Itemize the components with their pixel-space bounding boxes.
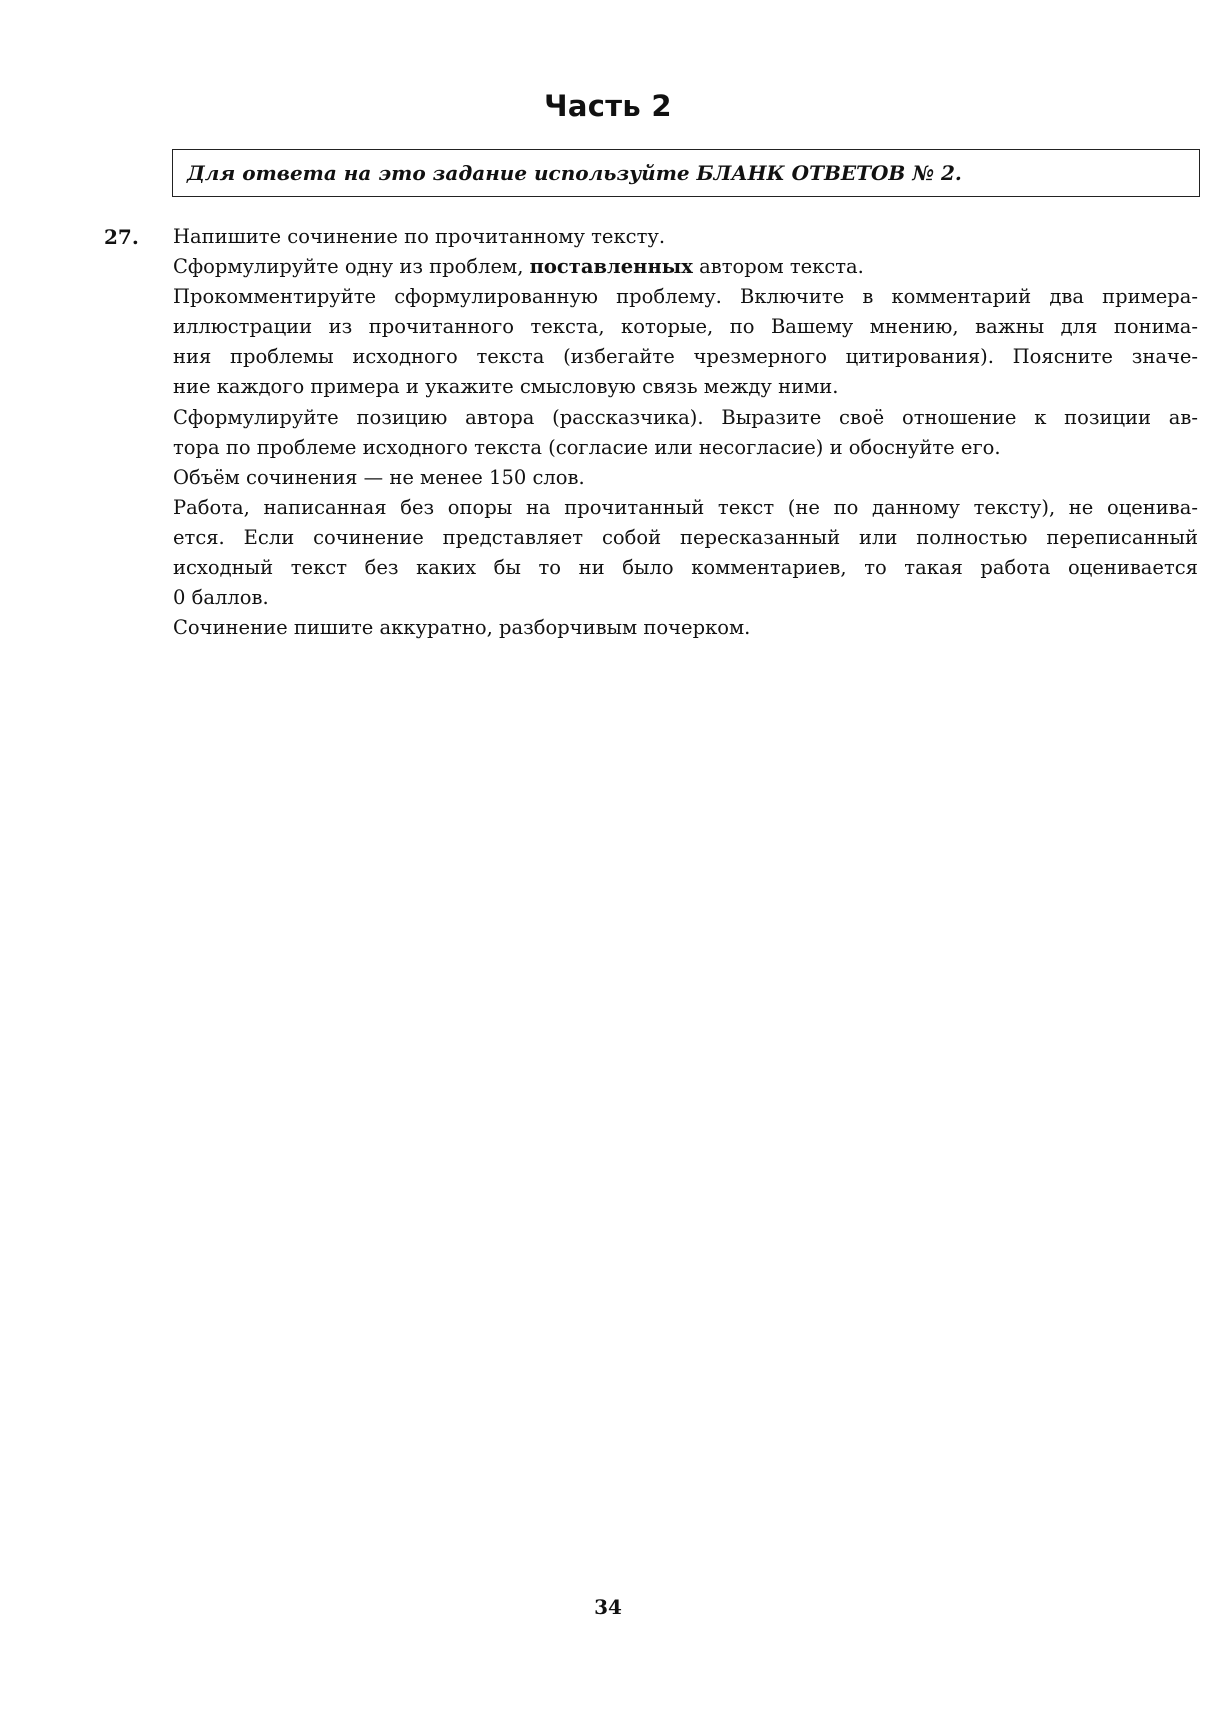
task-line-4: иллюстрации из прочитанного текста, которые, по Вашему мнению, важны для понима- [173,315,1198,339]
task-line-10: Работа, написанная без опоры на прочитанный текст (не по данному тексту), не оценива- [173,495,1198,519]
task-line-2-start: Сформулируйте одну из проблем, [173,255,530,279]
task-line-7: Сформулируйте позицию автора (рассказчика). Выразите своё отношение к позиции ав- [173,405,1198,429]
task-body [173,222,1198,643]
task-line-9: Объём сочинения — не менее 150 слов. [173,465,585,489]
task-line-2-bold: поставленных [529,255,693,279]
task-line-8: тора по проблеме исходного текста (согласие или несогласие) и обоснуйте его. [173,435,1001,459]
task-line-3: Прокомментируйте сформулированную проблему. Включите в комментарий два примера- [173,285,1198,309]
task-line-12: исходный текст без каких бы то ни было комментариев, то такая работа оценивается [173,556,1198,580]
task-line-13: 0 баллов. [173,586,269,610]
task-line-6: ние каждого примера и укажите смысловую связь между ними. [173,375,839,399]
task-line-2-end: автором текста. [692,255,864,279]
instruction-box [172,149,1200,197]
task-line-14: Сочинение пишите аккуратно, разборчивым почерком. [173,616,751,640]
page-number: 34 [594,1595,622,1619]
page-title: Часть 2 [544,89,672,123]
task-line-2 [173,252,1198,282]
instruction-text: Для ответа на это задание используйте БЛАНК ОТВЕТОВ № 2. [187,161,962,185]
task-line-11: ется. Если сочинение представляет собой пересказанный или полностью переписанный [173,525,1198,549]
task-line-5: ния проблемы исходного текста (избегайте чрезмерного цитирования). Поясните значе- [173,345,1198,369]
task-line-1: Напишите сочинение по прочитанному тексту. [173,225,666,248]
task-number: 27. [104,225,139,249]
